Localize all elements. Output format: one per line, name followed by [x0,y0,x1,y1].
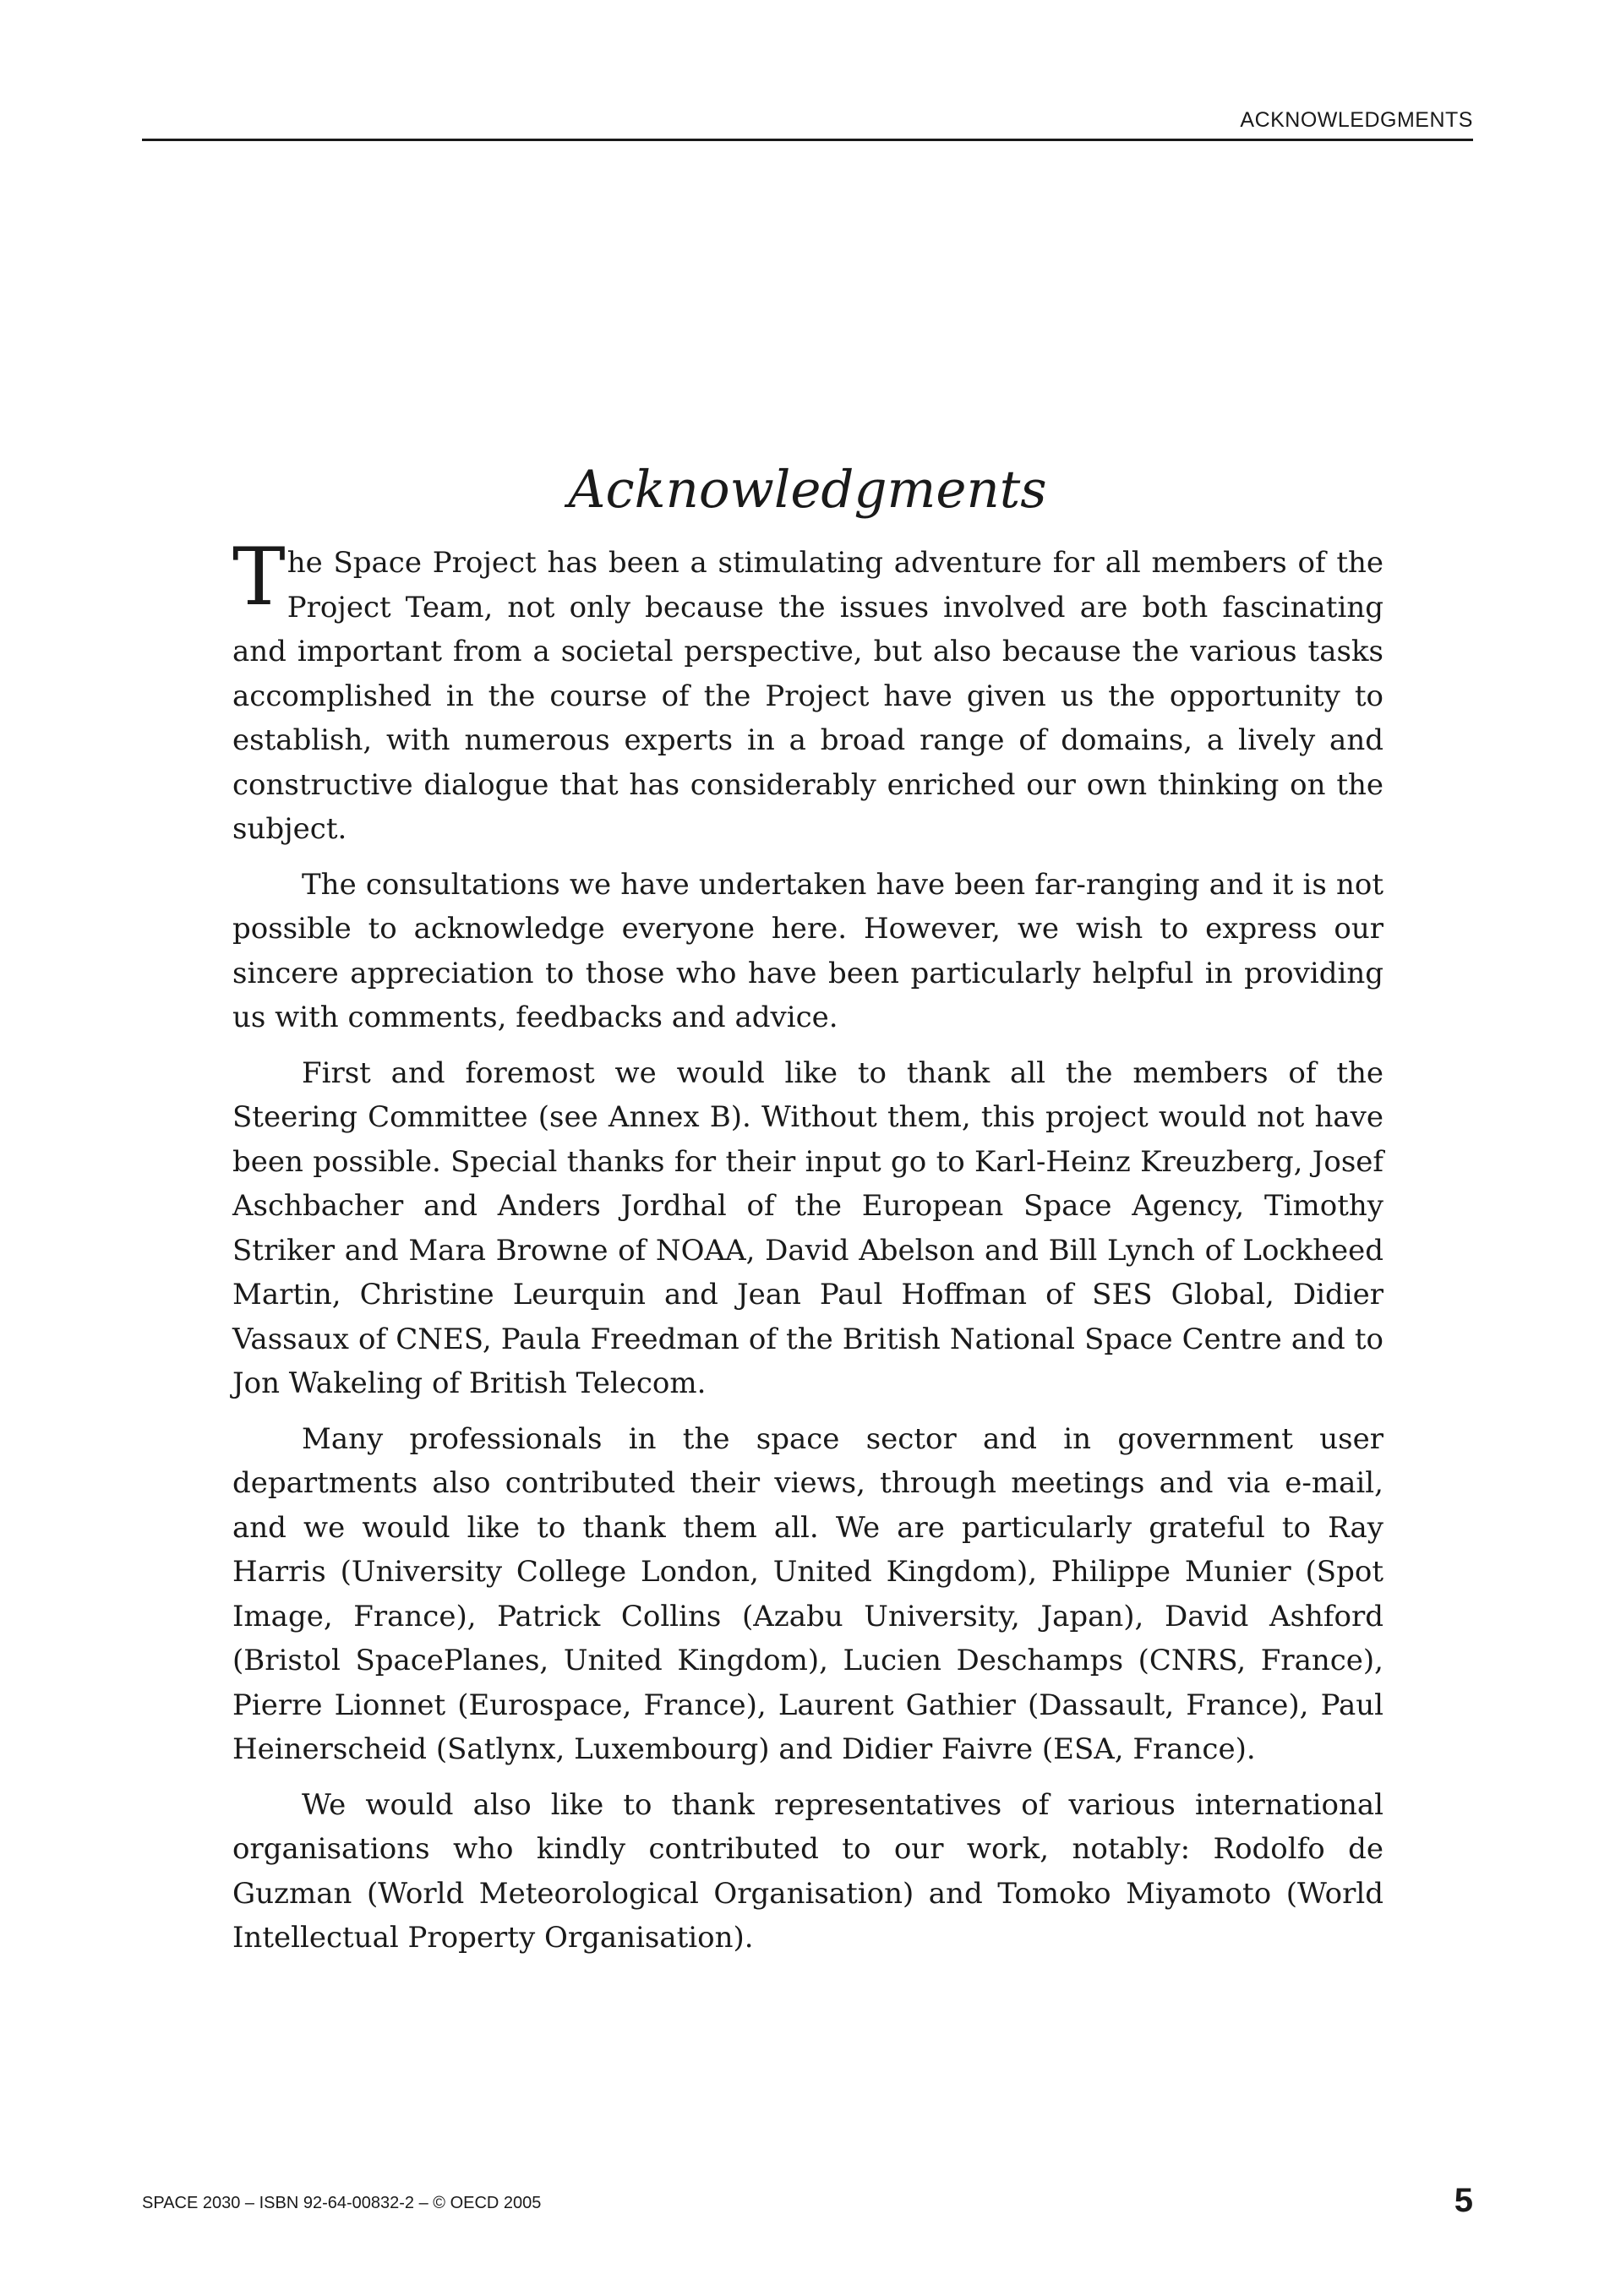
footer-citation: SPACE 2030 – ISBN 92-64-00832-2 – © OECD 2005 [142,2194,542,2212]
page-title: Acknowledgments [568,460,1047,520]
paragraph-2: The consultations we have undertaken have been far-ranging and it is not possible to acknowledge everyone here. However, we wish to express our sincere appreciation to those who have been particularly helpful in providing us with comments, feedbacks and advice. [232,867,1383,1034]
paragraph-5: We would also like to thank representatives of various international organisations who kindly contributed to our work, notably: Rodolfo de Guzman (World Meteorological Organisation) and Tomoko Miyamoto (World Intellectual Property Organisation). [232,1787,1383,1955]
paragraph-3: First and foremost we would like to thank all the members of the Steering Committee (see Annex B). Without them, this project would not have been possible. Special thanks for their input go to Karl-Heinz Kreuzberg, Josef Aschbacher and Anders Jordhal of the European Space Agency, Timothy Striker and Mara Browne of NOAA, David Abelson and Bill Lynch of Lockheed Martin, Christine Leurquin and Jean Paul Hoffman of SES Global, Didier Vassaux of CNES, Paula Freedman of the British National Space Centre and to Jon Wakeling of British Telecom. [232,1055,1383,1400]
header-rule [142,139,1473,141]
paragraph-4: Many professionals in the space sector and in government user departments also contributed their views, through meetings and via e-mail, and we would like to thank them all. We are particularly grateful to Ray Harris (University College London, United Kingdom), Philippe Munier (Spot Image, France), Patrick Collins (Azabu University, Japan), David Ashford (Bristol SpacePlanes, United Kingdom), Lucien Deschamps (CNRS, France), Pierre Lionnet (Eurospace, France), Laurent Gathier (Dassault, France), Paul Heinerscheid (Satlynx, Luxembourg) and Didier Faivre (ESA, France). [232,1421,1383,1766]
body-text [232,532,1383,1972]
running-head: ACKNOWLEDGMENTS [1240,108,1473,132]
paragraph-1-text: he Space Project has been a stimulating adventure for all members of the Project Team, not only because the issues involved are both fascinating and important from a societal perspective, but also because the various tasks accomplished in the course of the Project have given us the opportunity to establish, with numerous experts in a broad range of domains, a lively and constructive dialogue that has considerably enriched our own thinking on the subject. [232,546,1383,846]
page-number: 5 [1454,2182,1473,2219]
drop-cap: T [232,532,286,624]
paragraph-1 [232,532,1383,852]
